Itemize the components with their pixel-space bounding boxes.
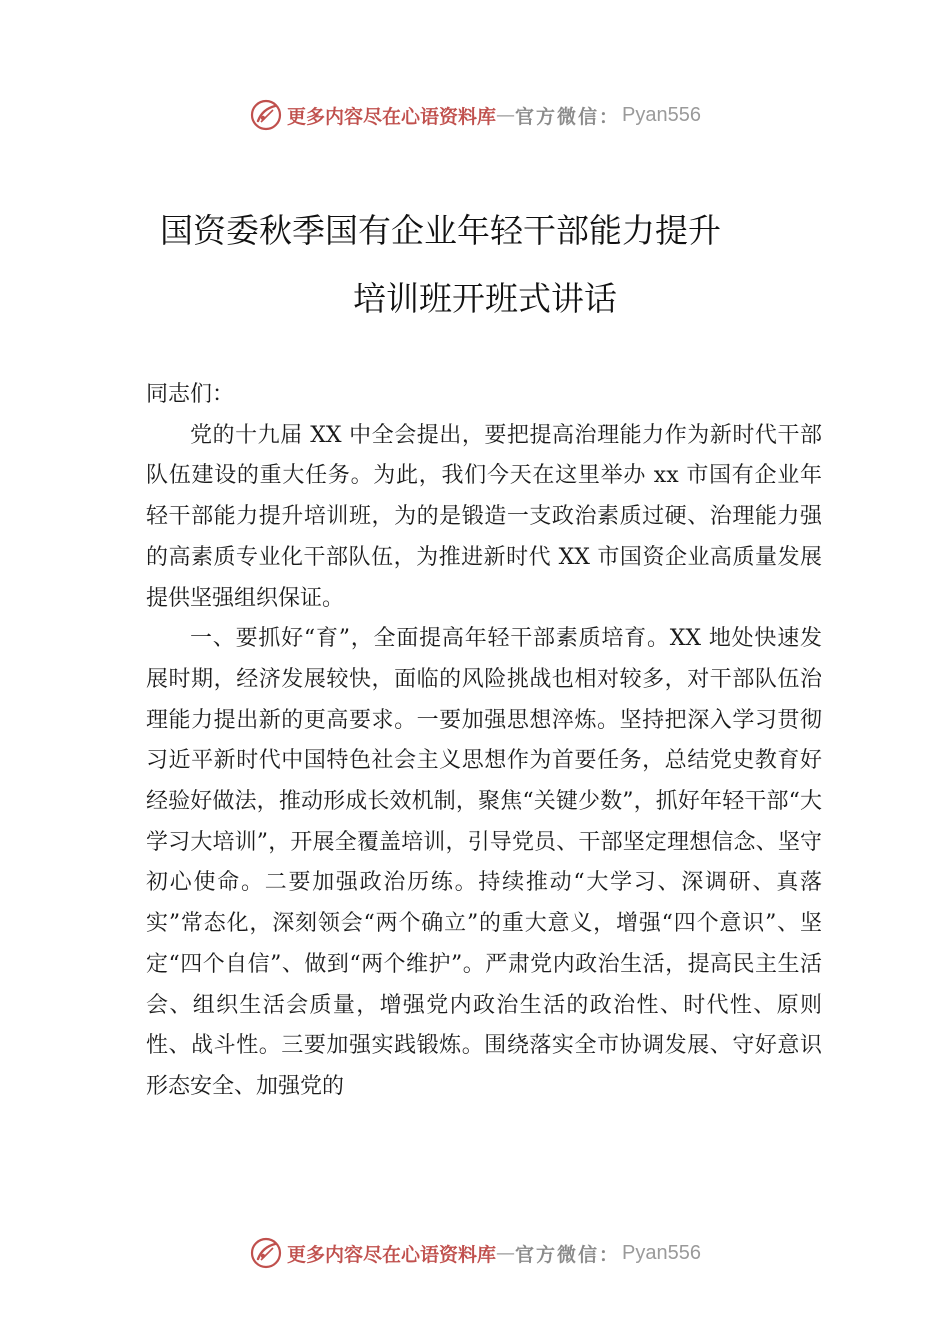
banner-separator: — <box>496 104 516 126</box>
banner-wechat-label: 官方微信： <box>515 1243 621 1266</box>
banner-text: 更多内容尽在心语资料库 <box>287 105 497 128</box>
page-title-line-1: 国资委秋季国有企业年轻干部能力提升 <box>160 211 721 250</box>
header-banner <box>0 95 950 135</box>
banner-wechat-id: Pyan556 <box>622 103 701 126</box>
greeting: 同志们： <box>146 382 235 407</box>
page-title-line-2: 培训班开班式讲话 <box>353 279 617 318</box>
footer-banner <box>0 1233 950 1273</box>
logo-icon <box>249 98 283 132</box>
paragraph: 一、要抓好“育”，全面提高年轻干部素质培育。XX 地处快速发展时期，经济发展较快，面临的风险挑战也相对较多，对干部队伍治理能力提出新的更高要求。一要加强思想淬炼。坚持把深入学习贯彻习近平新时代中国特色社会主义思想作为首要任务，总结党史教育好经验好做法，推动形成长效机制，聚焦“关键少数”，抓好年轻干部“大学习大培训”，开展全覆盖培训，引导党员、干部坚定理想信念、坚守初心使命。二要加强政治历练。持续推动“大学习、深调研、真落实”常态化，深刻领会“两个确立”的重大意义，增强“四个意识”、坚定“四个自信”、做到“两个维护”。严肃党内政治生活，提高民主生活会、组织生活会质量，增强党内政治生活的政治性、时代性、原则性、战斗性。三要加强实践锻炼。围绕落实全市协调发展、守好意识形态安全、加强党的 <box>146 626 822 1099</box>
logo-icon <box>249 1236 283 1270</box>
banner-wechat-label: 官方微信： <box>515 105 621 128</box>
paragraph: 党的十九届 XX 中全会提出，要把提高治理能力作为新时代干部队伍建设的重大任务。为此，我们今天在这里举办 xx 市国有企业年轻干部能力提升培训班，为的是锻造一支政治素质过硬、治理能力强的高素质专业化干部队伍，为推进新时代 XX 市国资企业高质量发展提供坚强组织保证。 <box>146 422 823 611</box>
banner-text: 更多内容尽在心语资料库 <box>287 1243 497 1266</box>
banner-separator: — <box>496 1242 516 1264</box>
document-body <box>146 375 822 1108</box>
banner-wechat-id: Pyan556 <box>622 1241 701 1264</box>
